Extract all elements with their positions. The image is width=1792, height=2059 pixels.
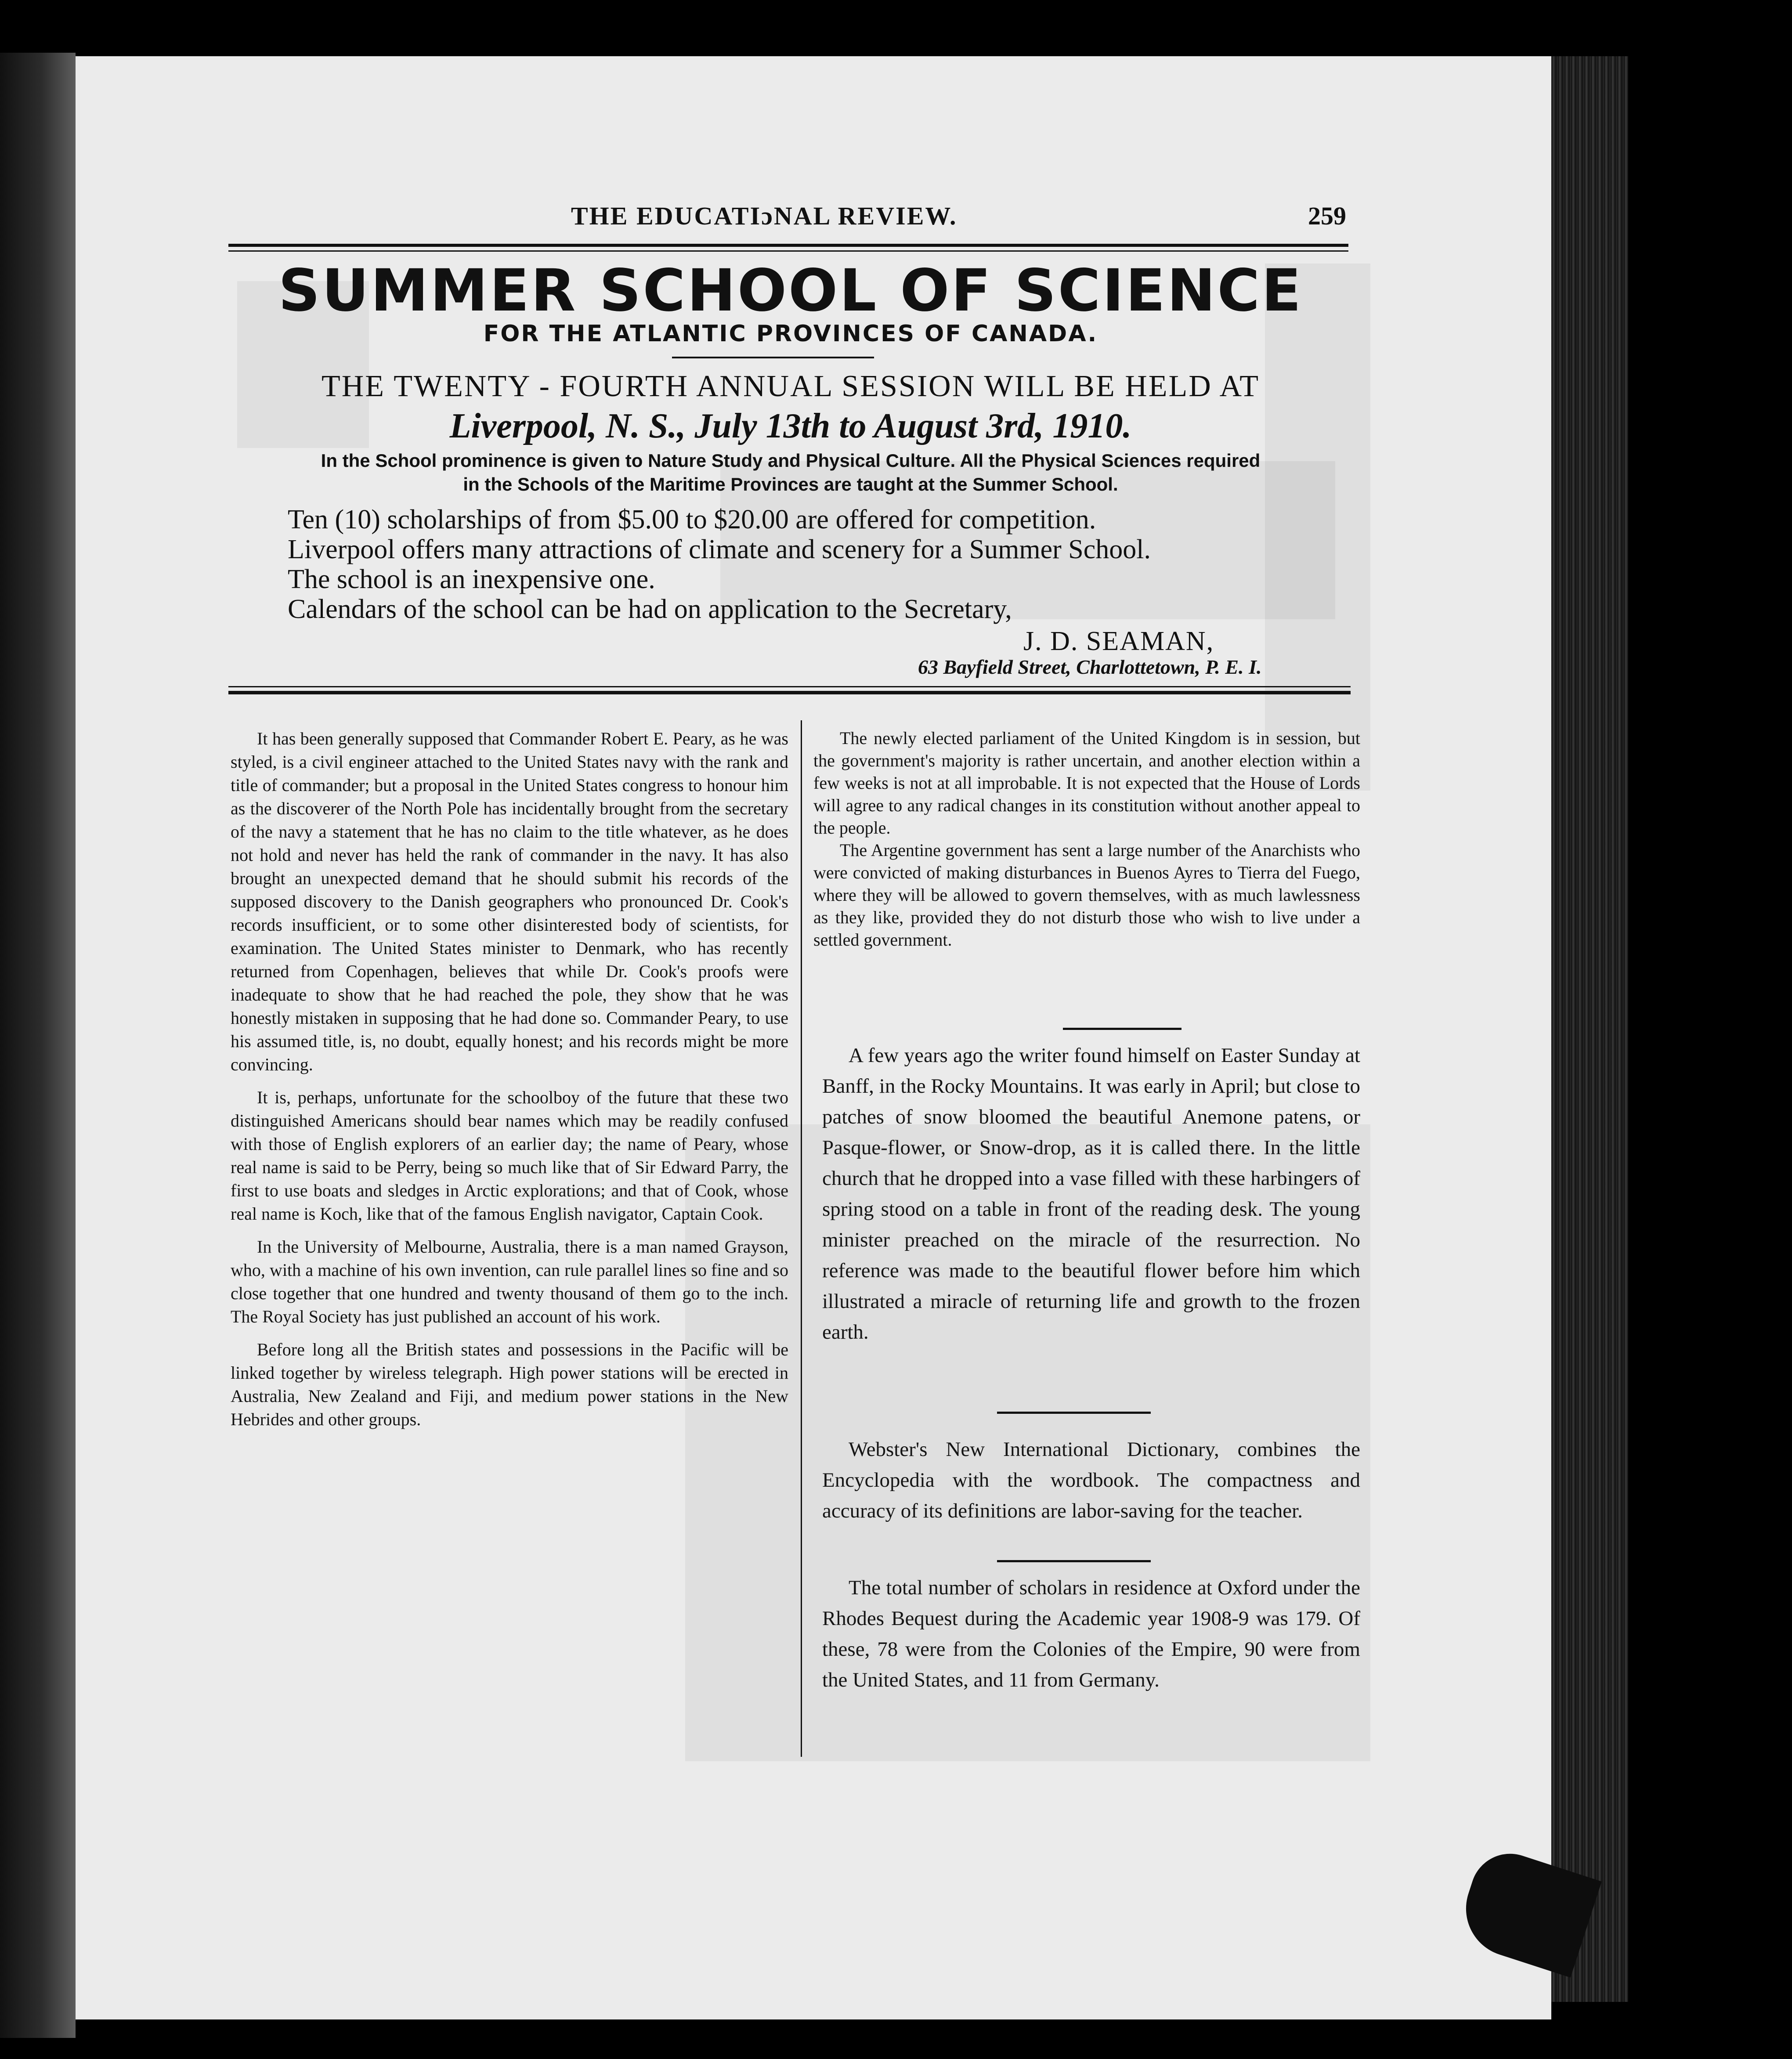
header-rule-thin [228,250,1348,252]
advertisement-subtitle: FOR THE ATLANTIC PROVINCES OF CANADA. [483,321,1098,347]
left-page-edge [0,53,76,2038]
session-announcement: THE TWENTY - FOURTH ANNUAL SESSION WILL BE HELD AT [321,369,1260,403]
right-column-notes [813,727,1360,951]
column-divider [801,720,802,1757]
advertisement-title: SUMMER SCHOOL OF SCIENCE [278,257,1303,325]
prominence-line-1: In the School prominence is given to Nature Study and Physical Culture. All the Physical Sciences required [321,450,1261,471]
article-melbourne: In the University of Melbourne, Australia, there is a man named Grayson, who, with a machine of his own invention, can rule parallel lines so fine and so close together that one hundred and twenty thousand of them go to the inch. The Royal Society has just published an account of his work. [231,1237,788,1326]
article-wireless: Before long all the British states and possessions in the Pacific will be linked together by wireless telegraph. High power stations will be erected in Australia, New Zealand and Fiji, and medium power stations in the New Hebrides and other groups. [231,1340,788,1429]
section-rule-3 [997,1560,1151,1562]
prominence-line-2: in the Schools of the Maritime Provinces are taught at the Summer School. [463,474,1118,495]
article-webster: Webster's New International Dictionary, combines the Encyclopedia with the wordbook. The compactness and accuracy of its definitions are labor-saving for the teacher. [822,1438,1360,1522]
header-rule-thick [228,244,1348,247]
article-rhodes: The total number of scholars in residence at Oxford under the Rhodes Bequest during the Academic year 1908-9 was 179. Of these, 78 were from the Colonies of the Empire, 90 were from the United States, and 11 from Germany. [822,1576,1360,1691]
article-webster-block [822,1434,1360,1526]
section-rule-1 [1063,1028,1181,1030]
secretary-name: J. D. SEAMAN, [1023,626,1214,656]
scholarships-line: Ten (10) scholarships of from $5.00 to $20.00 are offered for competition. [288,505,1096,535]
prominence-note [228,449,1353,496]
left-column [231,727,788,1431]
advertisement-bottom-rule-thick [228,691,1351,694]
session-location-dates: Liverpool, N. S., July 13th to August 3rd, 1910. [449,407,1132,445]
article-banff-block [822,1040,1360,1347]
secretary-address: 63 Bayfield Street, Charlottetown, P. E. I. [918,656,1262,678]
page-number: 259 [1308,202,1346,230]
inexpensive-line: The school is an inexpensive one. [288,564,655,594]
article-rhodes-block [822,1572,1360,1695]
calendars-line: Calendars of the school can be had on application to the Secretary, [288,594,1012,624]
running-head-title: THE EDUCATIɔNAL REVIEW. [571,202,957,230]
article-peary: It has been generally supposed that Commander Robert E. Peary, as he was styled, is a civil engineer attached to the United States navy with the rank and title of commander; but a proposal in the United States congress to honour him as the discoverer of the North Pole has incidentally brought from the secretary of the navy a statement that he has no claim to the title whatever, as he does not hold and never has held the rank of commander in the navy. It has also brought an unexpected demand that he should submit his records of the supposed discovery to the Danish geographers who pronounced Dr. Cook's records insufficient, or to some other disinterested body of scientists, for examination. The United States minister to Denmark, who has recently returned from Copenhagen, believes that while Dr. Cook's proofs were inadequate to show that he had reached the pole, they show that he was honestly mistaken in supposing that he had done so. Commander Peary, to use his assumed title, is, no doubt, equally honest; and his records might be more convincing. [231,729,788,1074]
book-spine-edges [1551,56,1628,2002]
article-parliament: The newly elected parliament of the United Kingdom is in session, but the government's majority is rather uncertain, and another election within a few weeks is not at all improbable. It is not expected that the House of Lords will agree to any radical changes in its constitution without another appeal to the people. [813,728,1360,838]
attractions-line: Liverpool offers many attractions of climate and scenery for a Summer School. [288,535,1151,564]
advertisement-bottom-rule-thin [228,686,1351,687]
advertisement-divider [672,357,874,358]
article-banff: A few years ago the writer found himself on Easter Sunday at Banff, in the Rocky Mountains. It was early in April; but close to patches of snow bloomed the beautiful Anemone patens, or Pasque-flower, or Snow-drop, as it is called there. In the little church that he dropped into a vase filled with these harbingers of spring stood on a table in front of the reading desk. The young minister preached on the miracle of the resurrection. No reference was made to the beautiful flower before him which illustrated a miracle of returning life and growth to the frozen earth. [822,1044,1360,1344]
article-explorer-names: It is, perhaps, unfortunate for the schoolboy of the future that these two distinguished Americans should bear names which may be readily confused with those of English explorers of an earlier day; the name of Peary, whose real name is said to be Perry, being so much like that of Sir Edward Parry, the first to use boats and sledges in Arctic explorations; and that of Cook, whose real name is Koch, like that of the famous English navigator, Captain Cook. [231,1087,788,1224]
section-rule-2 [997,1412,1151,1414]
article-argentine: The Argentine government has sent a large number of the Anarchists who were convicted of making disturbances in Buenos Ayres to Tierra del Fuego, where they will be allowed to govern themselves, with as much lawlessness as they like, provided they do not disturb those who wish to live under a settled government. [813,840,1360,950]
